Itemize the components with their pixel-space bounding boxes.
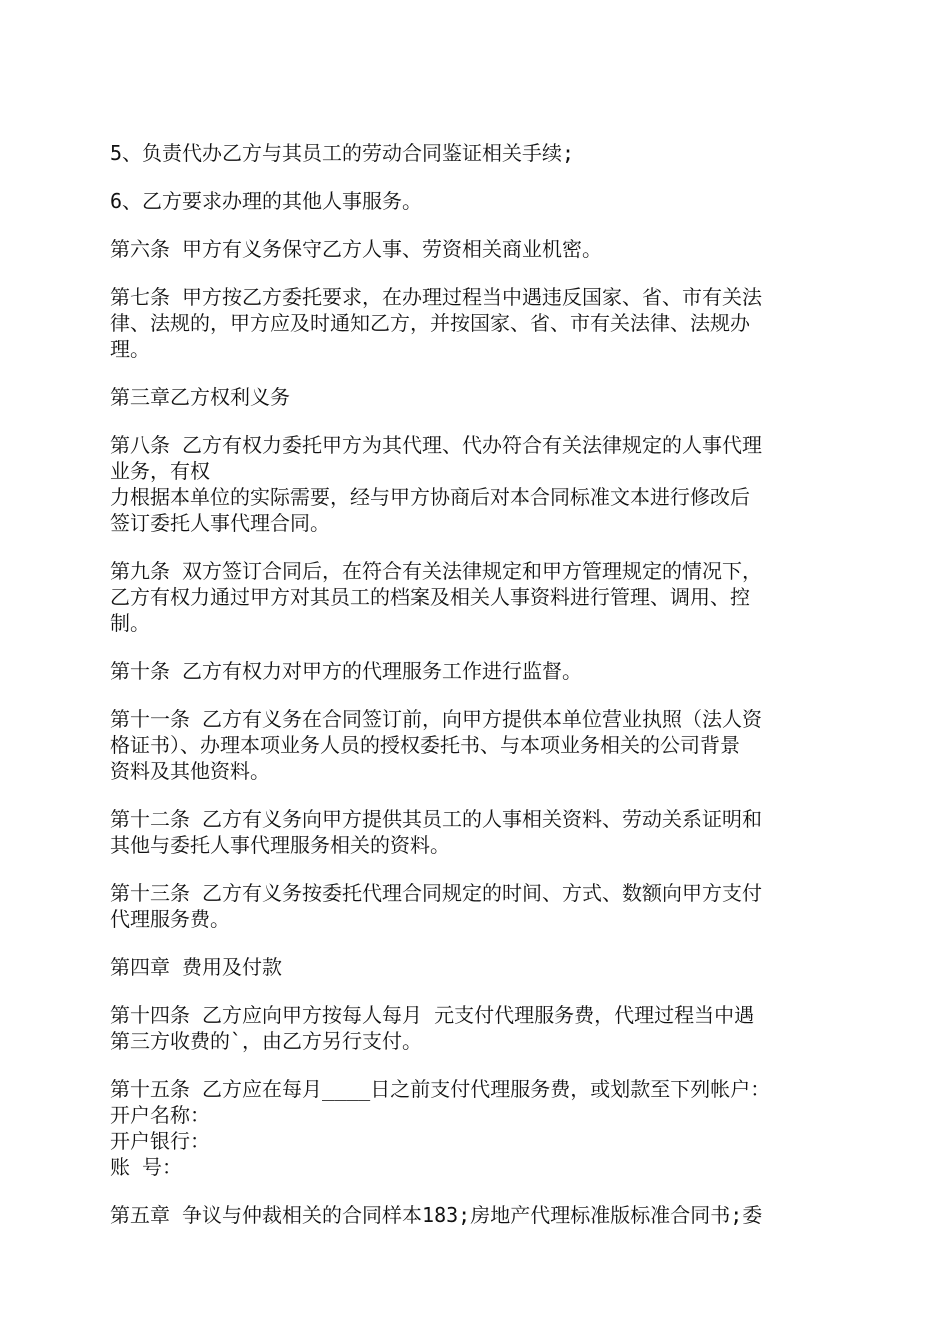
text-line: 第十条 乙方有权力对甲方的代理服务工作进行监督。 <box>110 659 583 683</box>
text-line: 第三章乙方权利义务 <box>110 385 290 409</box>
text-line: 第十二条 乙方有义务向甲方提供其员工的人事相关资料、劳动关系证明和 <box>110 807 763 831</box>
text-line: 第十三条 乙方有义务按委托代理合同规定的时间、方式、数额向甲方支付 <box>110 881 763 905</box>
document-paragraph <box>110 806 845 858</box>
document-paragraph <box>110 1202 845 1228</box>
document-paragraph <box>110 284 845 362</box>
text-line: 第四章 费用及付款 <box>110 955 283 979</box>
text-line: 第九条 双方签订合同后，在符合有关法律规定和甲方管理规定的情况下， <box>110 559 763 583</box>
text-line: 第三方收费的`，由乙方另行支付。 <box>110 1029 423 1053</box>
document-paragraph <box>110 236 845 262</box>
document-paragraph <box>110 558 845 636</box>
text-line: 其他与委托人事代理服务相关的资料。 <box>110 833 450 857</box>
text-line: 理。 <box>110 337 150 361</box>
text-line: 第十五条 乙方应在每月____日之前支付代理服务费，或划款至下列帐户： <box>110 1077 771 1101</box>
text-line: 6、乙方要求办理的其他人事服务。 <box>110 189 423 213</box>
document-paragraph <box>110 1076 845 1180</box>
document-paragraph <box>110 1002 845 1054</box>
document-paragraph <box>110 140 845 166</box>
document-paragraph <box>110 954 845 980</box>
text-line: 第七条 甲方按乙方委托要求，在办理过程当中遇违反国家、省、市有关法 <box>110 285 763 309</box>
text-line: 开户银行： <box>110 1129 210 1153</box>
text-line: 第十四条 乙方应向甲方按每人每月 元支付代理服务费，代理过程当中遇 <box>110 1003 755 1027</box>
text-line: 业务，有权 <box>110 459 210 483</box>
text-line: 乙方有权力通过甲方对其员工的档案及相关人事资料进行管理、调用、控 <box>110 585 750 609</box>
text-line: 第十一条 乙方有义务在合同签订前，向甲方提供本单位营业执照（法人资 <box>110 707 763 731</box>
document-paragraph <box>110 432 845 536</box>
document-paragraph <box>110 706 845 784</box>
text-line: 第五章 争议与仲裁相关的合同样本183;房地产代理标准版标准合同书;委 <box>110 1203 763 1227</box>
text-line: 账 号： <box>110 1155 183 1179</box>
text-line: 代理服务费。 <box>110 907 230 931</box>
text-line: 第八条 乙方有权力委托甲方为其代理、代办符合有关法律规定的人事代理 <box>110 433 763 457</box>
text-line: 开户名称： <box>110 1103 210 1127</box>
text-line: 格证书）、办理本项业务人员的授权委托书、与本项业务相关的公司背景 <box>110 733 740 757</box>
text-line: 制。 <box>110 611 150 635</box>
text-line: 力根据本单位的实际需要，经与甲方协商后对本合同标准文本进行修改后 <box>110 485 750 509</box>
document-paragraph <box>110 658 845 684</box>
text-line: 5、负责代办乙方与其员工的劳动合同鉴证相关手续; <box>110 141 575 165</box>
text-line: 律、法规的，甲方应及时通知乙方，并按国家、省、市有关法律、法规办 <box>110 311 750 335</box>
document-page <box>110 140 845 1250</box>
text-line: 签订委托人事代理合同。 <box>110 511 330 535</box>
text-line: 第六条 甲方有义务保守乙方人事、劳资相关商业机密。 <box>110 237 603 261</box>
document-paragraph <box>110 188 845 214</box>
text-line: 资料及其他资料。 <box>110 759 270 783</box>
document-paragraph <box>110 880 845 932</box>
document-paragraph <box>110 384 845 410</box>
